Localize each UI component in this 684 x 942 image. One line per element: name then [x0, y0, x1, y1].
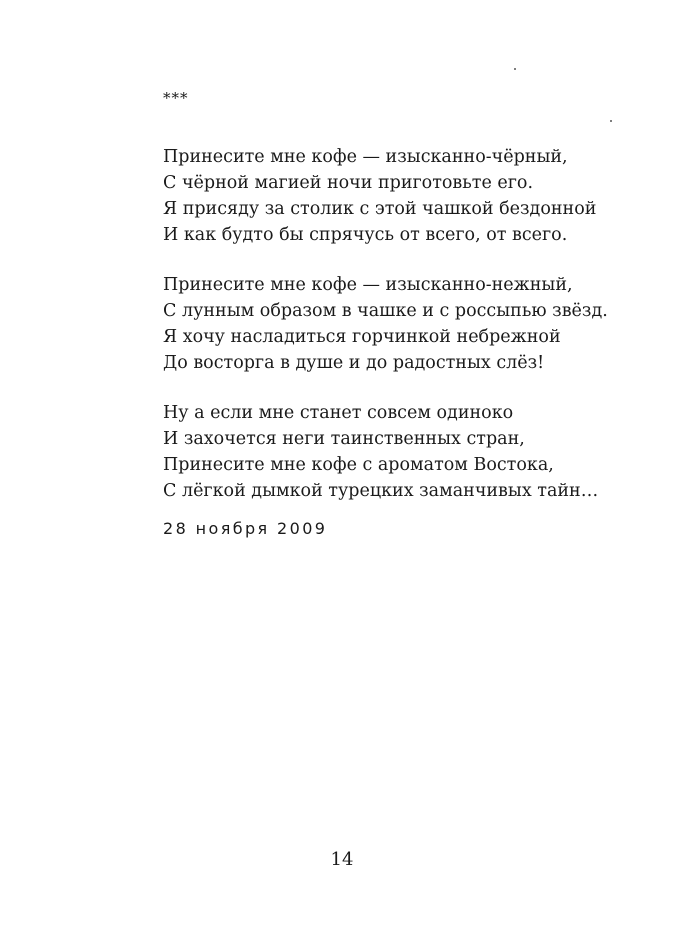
page-number: 14 — [330, 849, 354, 870]
poem-separator: *** — [163, 89, 189, 107]
poem-date: 28 ноября 2009 — [163, 519, 328, 538]
stanza-3 — [163, 400, 663, 504]
stanza-2 — [163, 272, 663, 376]
poem-line: Я хочу насладиться горчинкой небрежной — [163, 327, 561, 347]
poem-line: Принесите мне кофе — изысканно-нежный, — [163, 275, 573, 295]
poem-line: Ну а если мне станет совсем одиноко — [163, 403, 514, 423]
stanza-1 — [163, 144, 663, 248]
poem-line: И как будто бы спрячусь от всего, от всего. — [163, 225, 568, 245]
poem-line: И захочется неги таинственных стран, — [163, 429, 525, 449]
print-speck — [610, 120, 612, 122]
poem-line: Я присяду за столик с этой чашкой бездонной — [163, 199, 597, 219]
poem-line: С чёрной магией ночи приготовьте его. — [163, 173, 534, 193]
poem-body — [163, 144, 663, 528]
poem-line: Принесите мне кофе с ароматом Востока, — [163, 455, 554, 475]
poem-line: До восторга в душе и до радостных слёз! — [163, 353, 545, 373]
poem-line: С лёгкой дымкой турецких заманчивых тайн… — [163, 481, 599, 501]
print-speck — [514, 68, 516, 70]
poem-line: С лунным образом в чашке и с россыпью звёзд. — [163, 301, 608, 321]
poem-line: Принесите мне кофе — изысканно-чёрный, — [163, 147, 568, 167]
